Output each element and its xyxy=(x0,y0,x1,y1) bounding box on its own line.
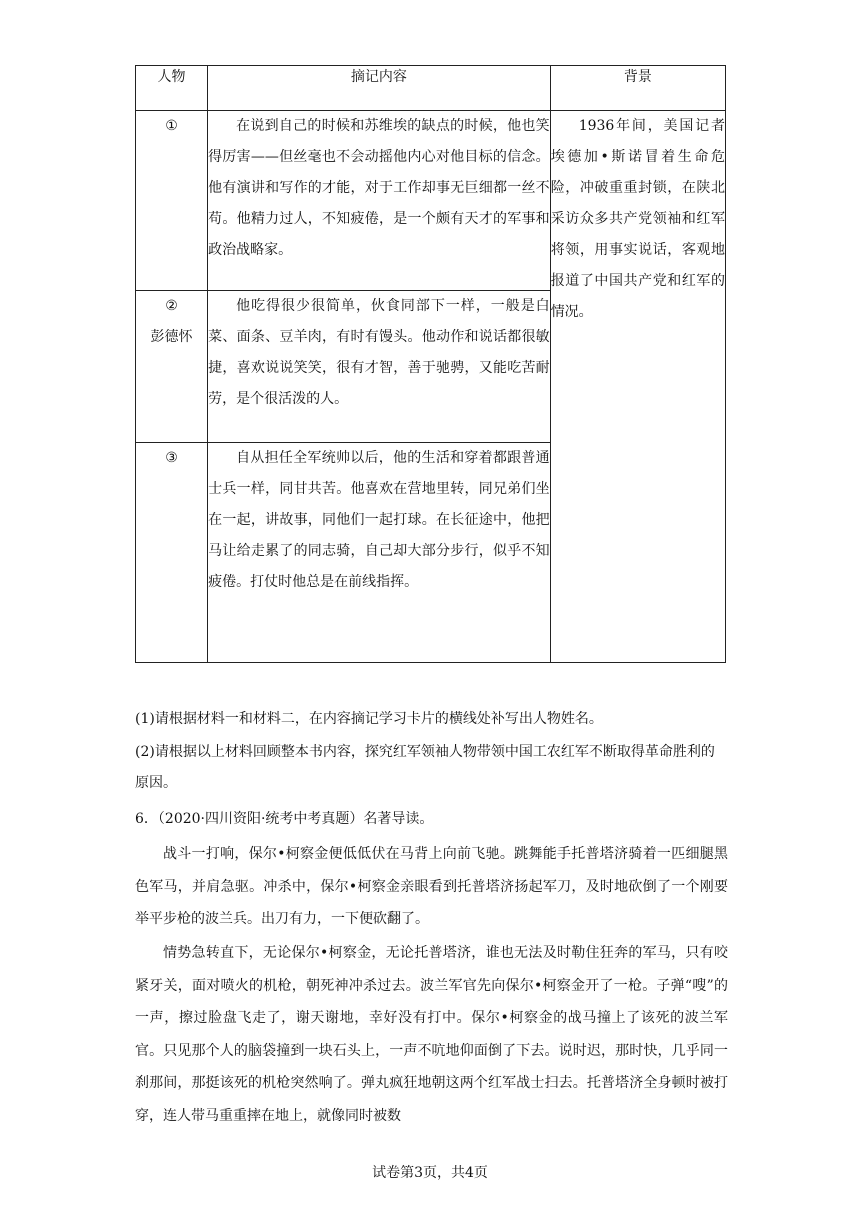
person-number: ② xyxy=(165,298,178,314)
background-cell xyxy=(550,111,725,663)
header-background: 背景 xyxy=(550,66,725,111)
table-header-row xyxy=(136,66,726,111)
person-cell xyxy=(136,443,208,663)
study-card-table xyxy=(135,65,726,663)
excerpt-text: 在说到自己的时候和苏维埃的缺点的时候，他也笑得厉害——但丝毫也不会动摇他内心对他目标的信念。他有演讲和写作的才能，对于工作却事无巨细都一丝不苟。他精力过人，不知疲倦，是一个颇有天才的军事和政治战略家。 xyxy=(208,118,550,258)
person-cell xyxy=(136,291,208,443)
question-1: (1)请根据材料一和材料二，在内容摘记学习卡片的横线处补写出人物姓名。 xyxy=(135,711,603,727)
table-row xyxy=(136,111,726,291)
passage-paragraph-1: 战斗一打响，保尔•柯察金便低低伏在马背上向前飞驰。跳舞能手托普塔济骑着一匹细腿黑色军马，并肩急驱。冲杀中，保尔•柯察金亲眼看到托普塔济扬起军刀，及时地砍倒了一个刚要举平步枪的波兰兵。出刀有力，一下便砍翻了。 xyxy=(135,846,728,927)
question-2: (2)请根据以上材料回顾整本书内容，探究红军领袖人物带领中国工农红军不断取得革命胜利的原因。 xyxy=(135,744,715,791)
header-content: 摘记内容 xyxy=(208,66,551,111)
person-number: ① xyxy=(165,118,178,134)
header-person: 人物 xyxy=(136,66,208,111)
background-text: 1936年间，美国记者埃德加•斯诺冒着生命危险，冲破重重封锁，在陕北采访众多共产党领袖和红军将领，用事实说话，客观地报道了中国共产党和红军的情况。 xyxy=(550,118,725,320)
section-6-heading: 6．（2020·四川资阳·统考中考真题）名著导读。 xyxy=(135,811,434,827)
person-number: ③ xyxy=(165,450,178,466)
excerpt-text: 自从担任全军统帅以后，他的生活和穿着都跟普通士兵一样，同甘共苦。他喜欢在营地里转，同兄弟们坐在一起，讲故事，同他们一起打球。在长征途中，他把马让给走累了的同志骑，自己却大部分步行，似乎不知疲倦。打仗时他总是在前线指挥。 xyxy=(208,450,550,590)
person-cell xyxy=(136,111,208,291)
excerpt-text: 他吃得很少很简单，伙食同部下一样，一般是白菜、面条、豆羊肉，有时有馒头。他动作和说话都很敏捷，喜欢说说笑笑，很有才智，善于驰骋，又能吃苦耐劳，是个很活泼的人。 xyxy=(208,298,550,407)
content-cell xyxy=(208,291,551,443)
person-name: 彭德怀 xyxy=(150,329,193,345)
content-cell xyxy=(208,111,551,291)
passage-paragraph-2: 情势急转直下，无论保尔•柯察金，无论托普塔济，谁也无法及时勒住狂奔的军马，只有咬紧牙关，面对喷火的机枪，朝死神冲杀过去。波兰军官先向保尔•柯察金开了一枪。子弹“嗖”的一声，擦过脸盘飞走了，谢天谢地，幸好没有打中。保尔•柯察金的战马撞上了该死的波兰军官。只见那个人的脑袋撞到一块石头上，一声不吭地仰面倒了下去。说时迟，那时快，几乎同一刹那间，那挺该死的机枪突然响了。弹丸疯狂地朝这两个红军战士扫去。托普塔济全身顿时被打穿，连人带马重重摔在地上，就像同时被数 xyxy=(135,945,728,1124)
content-cell xyxy=(208,443,551,663)
page-footer: 试卷第3页，共4页 xyxy=(372,1165,488,1181)
